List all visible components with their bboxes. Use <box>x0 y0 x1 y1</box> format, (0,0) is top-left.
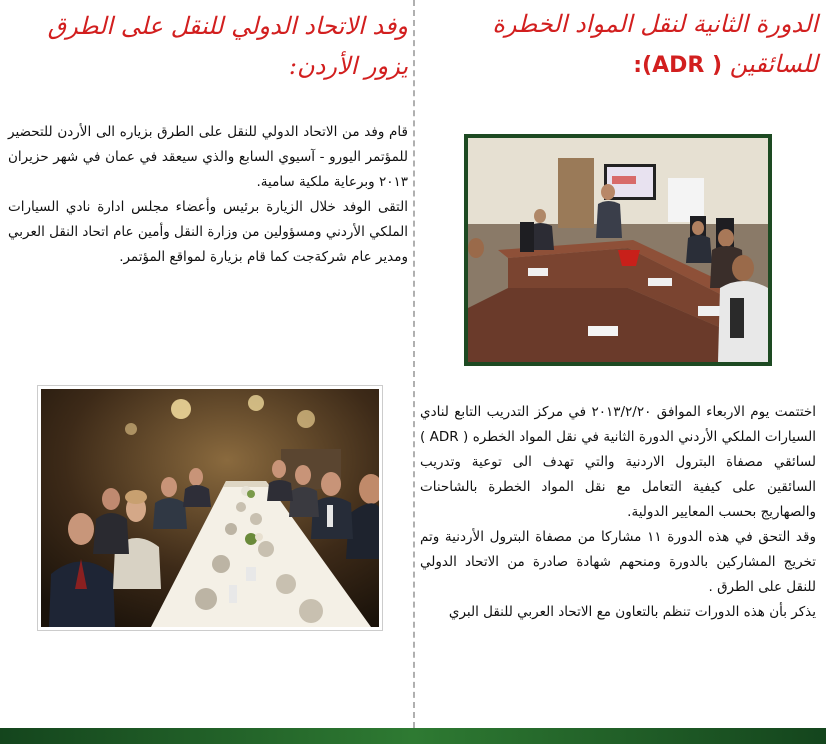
right-article-headline-code: ( ADR): <box>633 53 723 78</box>
right-article-headline <box>422 4 818 86</box>
footer-band <box>0 728 826 744</box>
dinner-photo <box>38 386 382 630</box>
right-article-body <box>420 400 816 625</box>
left-article-body <box>8 120 408 270</box>
left-article-paragraph: التقى الوفد خلال الزيارة برئيس وأعضاء مجلس ادارة نادي السيارات الملكي الأردني ومسؤولين من وزارة النقل وأمين عام اتحاد النقل العربي ومدير عام شركةجت كما قام بزيارة لمواقع المؤتمر. <box>8 199 408 265</box>
right-article-headline-text: الدورة الثانية لنقل المواد الخطرة للسائقين <box>492 10 818 78</box>
column-divider <box>413 0 415 728</box>
right-article-paragraph: يذكر بأن هذه الدورات تنظم بالتعاون مع الاتحاد العربي للنقل البري <box>448 604 816 620</box>
right-article-paragraph: وقد التحق في هذه الدورة ١١ مشاركا من مصفاة البترول الأردنية وتم تخريج المشاركين بالدورة ومنحهم شهادة صادرة من الاتحاد الدولي للنقل على الطرق . <box>420 529 816 595</box>
right-article-paragraph: اختتمت يوم الاربعاء الموافق ٢٠١٣/٢/٢٠ في مركز التدريب التابع لنادي السيارات الملكي الأردني الدورة الثانية في نقل المواد الخطره ( ADR ) لسائقي مصفاة البترول الاردنية والتي تهدف الى توعية وتدريب السائقين على كيفية التعامل مع نقل المواد الخطرة بالشاحنات والصهاريج بحسب المعايير الدولية. <box>420 404 816 520</box>
left-article-paragraph: قام وفد من الاتحاد الدولي للنقل على الطرق بزياره الى الأردن للتحضير للمؤتمر اليورو - آسيوي السابع والذي سيعقد في عمان في شهر حزيران ٢٠١٣ وبرعاية ملكية سامية. <box>8 124 408 190</box>
training-room-photo <box>464 134 772 366</box>
left-article-headline: وفد الاتحاد الدولي للنقل على الطرق يزور الأردن: <box>47 12 408 80</box>
